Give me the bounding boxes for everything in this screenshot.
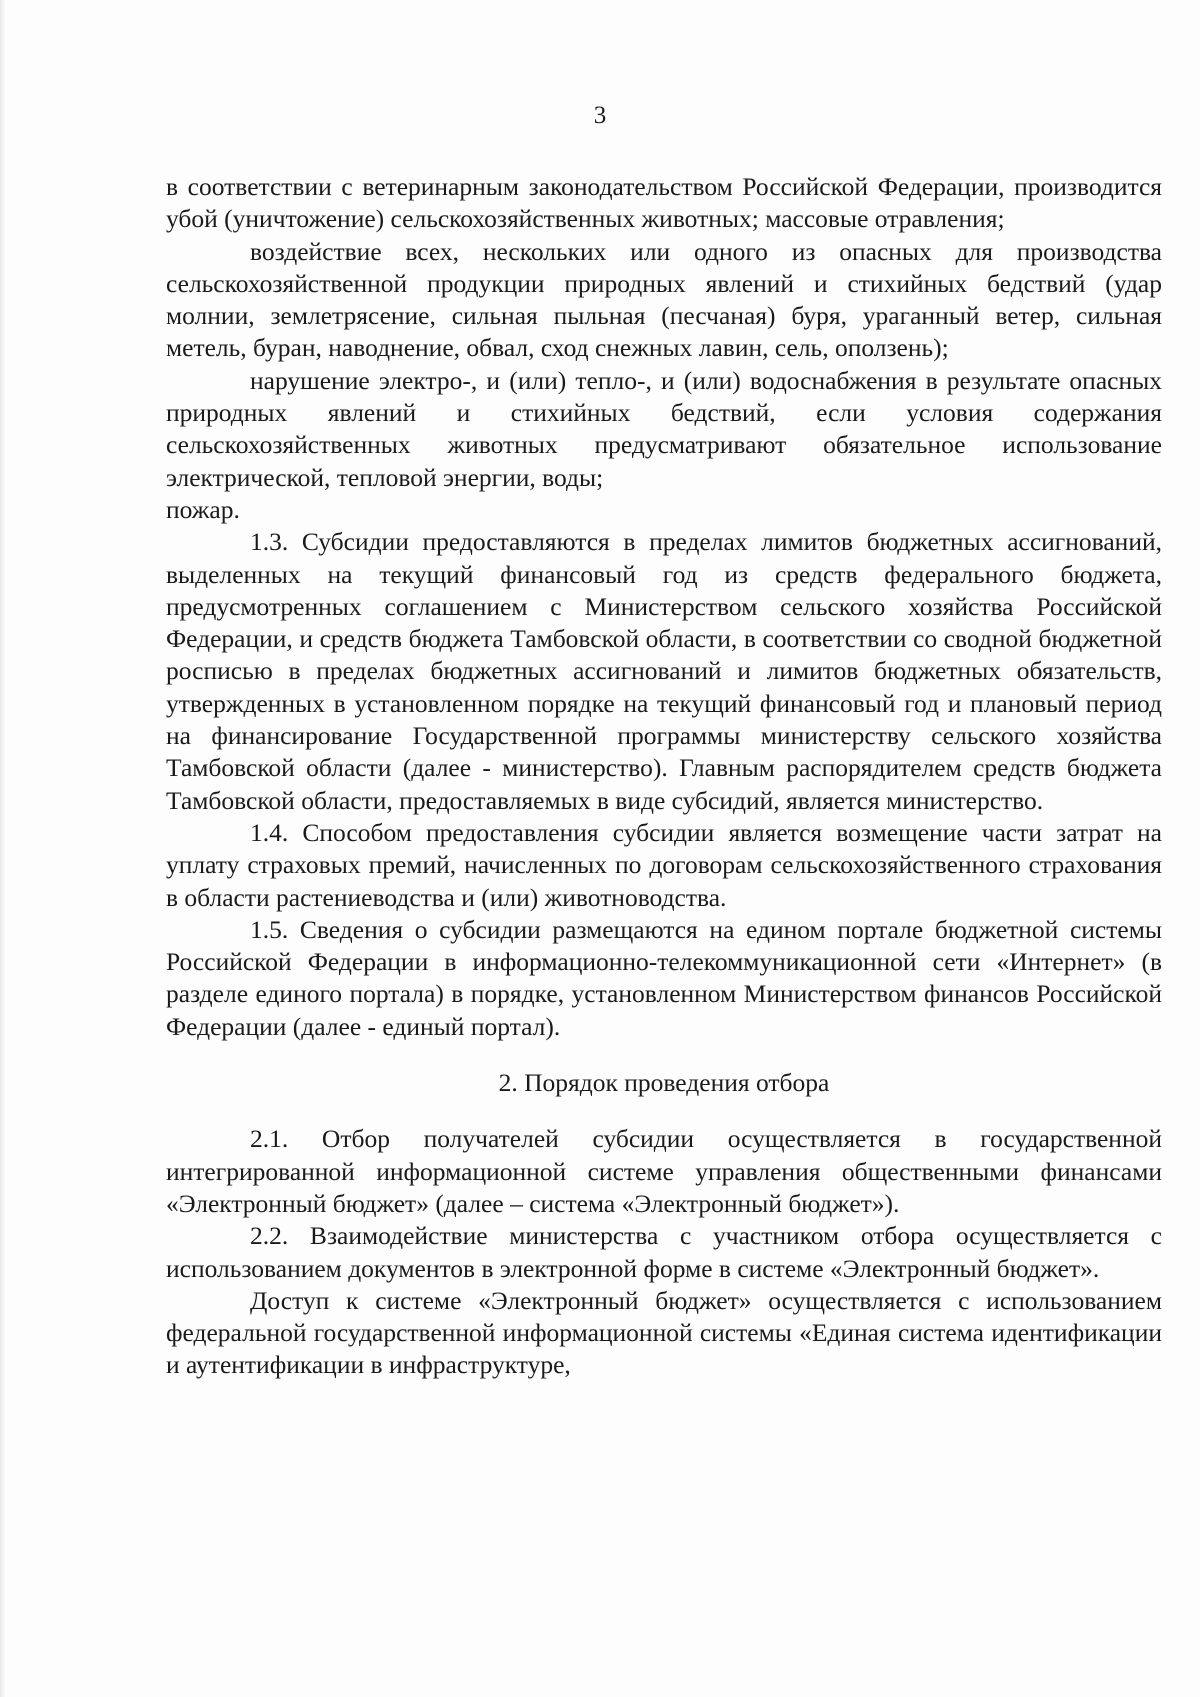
paragraph: нарушение электро-, и (или) тепло-, и (или) водоснабжения в результате опасных природных явлений и стихийных бедствий, если условия содержания сельскохозяйственных животных предусматривают обязательное использование электрической, тепловой энергии, воды; [166, 365, 1162, 492]
paragraph: 2.2. Взаимодействие министерства с участником отбора осуществляется с использованием документов в электронной форме в системе «Электронный бюджет». [166, 1221, 1162, 1283]
paragraph: Доступ к системе «Электронный бюджет» осуществляется с использованием федеральной государственной информационной системы «Единая система идентификации и аутентификации в инфраструктуре, [166, 1285, 1162, 1380]
paragraph: пожар. [166, 494, 240, 524]
paragraph: 2.1. Отбор получателей субсидии осуществляется в государственной интегрированной информационной системе управления общественными финансами «Электронный бюджет» (далее – система «Электронный бюджет»). [166, 1124, 1162, 1218]
page-number: 3 [593, 102, 607, 129]
scan-edge-shadow [0, 0, 6, 1697]
paragraph: 1.4. Способом предоставления субсидии является возмещение части затрат на уплату страховых премий, начисленных по договорам сельскохозяйственного страхования в области растениеводства и (или) животноводства. [166, 817, 1162, 912]
paragraph: воздействие всех, нескольких или одного из опасных для производства сельскохозяйственной продукции природных явлений и стихийных бедствий (удар молнии, землетрясение, сильная пыльная (песчаная) буря, ураганный ветер, сильная метель, буран, наводнение, обвал, сход снежных лавин, сель, оползень); [166, 236, 1162, 363]
paragraph: в соответствии с ветеринарным законодательством Российской Федерации, производится убой (уничтожение) сельскохозяйственных животных; массовые отравления; [166, 172, 1162, 234]
paragraph: 1.3. Субсидии предоставляются в пределах лимитов бюджетных ассигнований, выделенных на текущий финансовый год из средств федерального бюджета, предусмотренных соглашением с Министерством сельского хозяйства Российской Федерации, и средств бюджета Тамбовской области, в соответствии со сводной бюджетной росписью в пределах бюджетных ассигнований и лимитов бюджетных обязательств, утвержденных в установленном порядке на текущий финансовый год и плановый период на финансирование Государственной программы министерству сельского хозяйства Тамбовской области (далее - министерство). Главным распорядителем средств бюджета Тамбовской области, предоставляемых в виде субсидий, является министерство. [166, 527, 1162, 815]
paragraph: 1.5. Сведения о субсидии размещаются на едином портале бюджетной системы Российской Федерации в информационно-телекоммуникационной сети «Интернет» (в разделе единого портала) в порядке, установленном Министерством финансов Российской Федерации (далее - единый портал). [166, 914, 1162, 1041]
document-body [166, 171, 1162, 1382]
section-heading: 2. Порядок проведения отбора [498, 1068, 830, 1098]
